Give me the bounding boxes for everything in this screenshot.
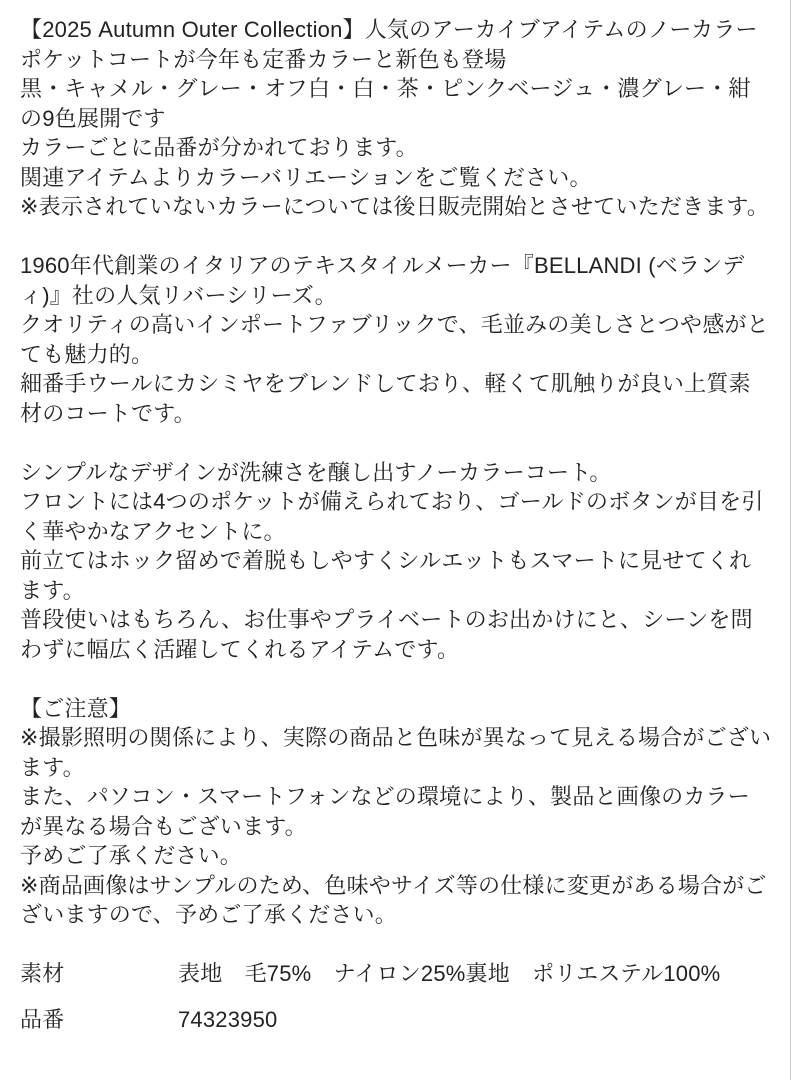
spec-label-item-number: 品番	[20, 1006, 65, 1032]
text-line: また、パソコン・スマートフォンなどの環境により、製品と画像のカラーが異なる場合もございます。	[20, 784, 750, 839]
paragraph-collection-intro	[20, 15, 772, 222]
text-line: 前立てはホック留めで着脱もしやすくシルエットもスマートに見せてくれます。	[20, 548, 752, 603]
text-line: 【2025 Autumn Outer Collection】人気のアーカイブアイテムのノーカラーポケットコートが今年も定番カラーと新色も登場	[20, 17, 758, 72]
paragraph-caution-note	[20, 694, 772, 930]
spec-row-item-number	[20, 1005, 772, 1035]
spec-row-material	[20, 959, 772, 989]
text-line: ※表示されていないカラーについては後日販売開始とさせていただきます。	[20, 194, 770, 219]
text-line: 黒・キャメル・グレー・オフ白・白・茶・ピンクベージュ・濃グレー・紺の9色展開です	[20, 76, 751, 131]
text-line: ※撮影照明の関係により、実際の商品と色味が異なって見える場合がございます。	[20, 725, 772, 780]
spec-label-material: 素材	[20, 961, 65, 986]
paragraph-design-features	[20, 458, 772, 665]
paragraph-fabric-maker	[20, 251, 772, 428]
text-line: 細番手ウールにカシミヤをブレンドしており、軽くて肌触りが良い上質素材のコートです。	[20, 371, 751, 426]
text-line: 1960年代創業のイタリアのテキスタイルメーカー『BELLANDI (ベランディ)』社の人気リバーシリーズ。	[20, 253, 745, 308]
spec-value-item-number: 74323950	[178, 1006, 278, 1032]
text-line: 関連アイテムよりカラーバリエーションをご覧ください。	[20, 164, 592, 190]
text-line: フロントには4つのポケットが備えられており、ゴールドのボタンが目を引く華やかなアクセントに。	[20, 489, 764, 544]
text-line: クオリティの高いインポートファブリックで、毛並みの美しさとつや感がとても魅力的。	[20, 312, 769, 367]
caution-heading: 【ご注意】	[20, 695, 132, 721]
spec-table	[20, 959, 772, 1034]
spec-value-material: 表地 毛75% ナイロン25%裏地 ポリエステル100%	[178, 961, 721, 986]
text-line: 普段使いはもちろん、お仕事やプライベートのお出かけにと、シーンを問わずに幅広く活躍してくれるアイテムです。	[20, 607, 753, 662]
text-line: シンプルなデザインが洗練さを醸し出すノーカラーコート。	[20, 459, 612, 485]
text-line: 予めご了承ください。	[20, 843, 243, 868]
text-line: ※商品画像はサンプルのため、色味やサイズ等の仕様に変更がある場合がございますので、予めご了承ください。	[20, 872, 767, 927]
text-line: カラーごとに品番が分かれております。	[20, 135, 418, 160]
